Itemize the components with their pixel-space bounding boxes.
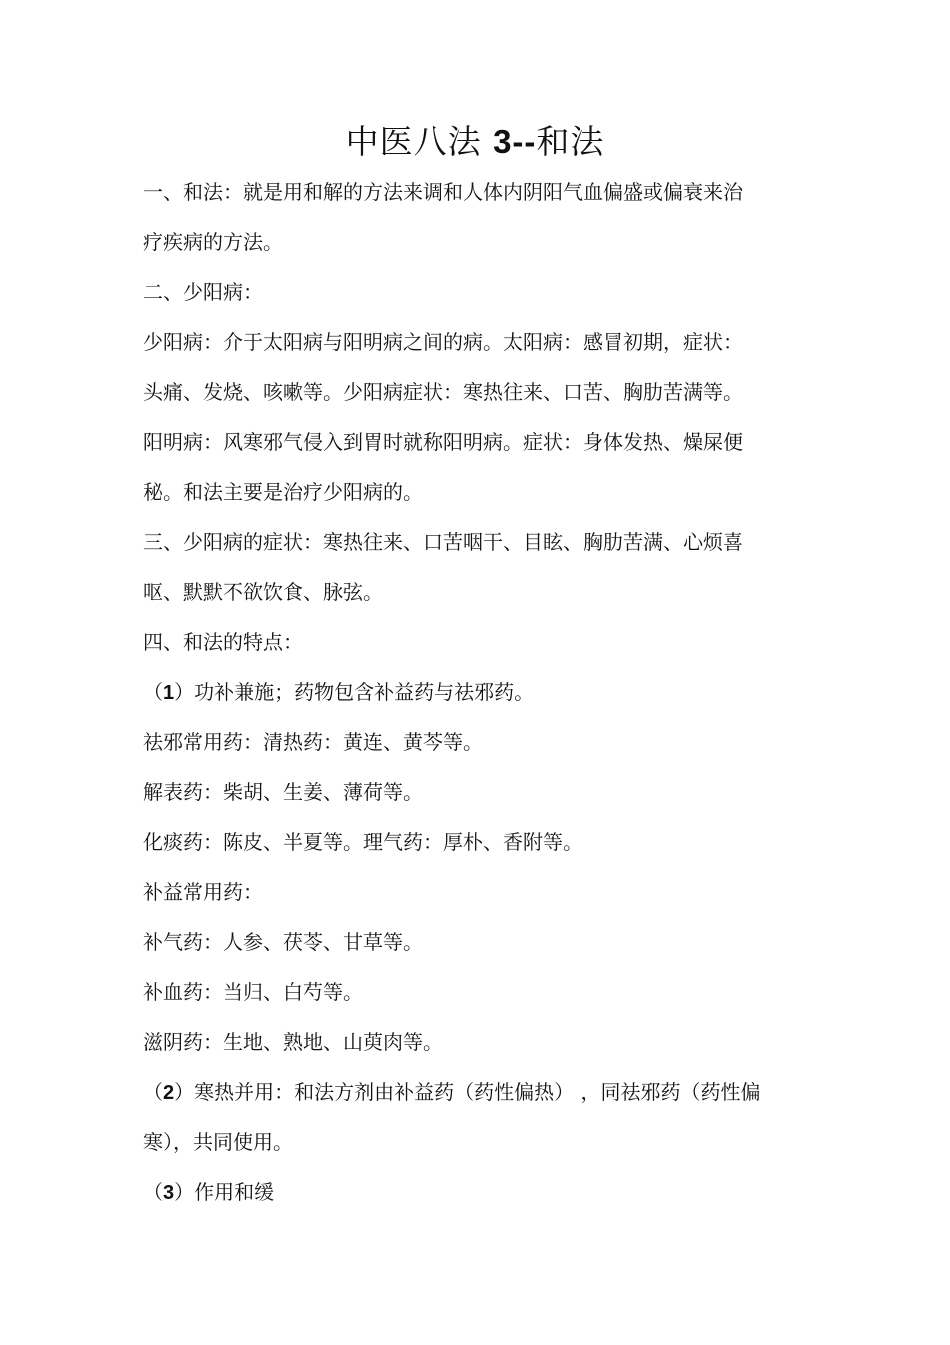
paragraph-line: 阳明病：风寒邪气侵入到胃时就称阳明病。症状：身体发热、燥屎便	[143, 430, 743, 454]
list-item-2	[143, 1077, 813, 1108]
paragraph-line: 补益常用药：	[143, 880, 263, 904]
list-item-3	[143, 1177, 813, 1208]
title-suffix: 和法	[536, 122, 605, 161]
paragraph-line: 滋阴药：生地、熟地、山萸肉等。	[143, 1030, 443, 1054]
section-heading: 四、和法的特点：	[143, 630, 303, 654]
document-title	[0, 118, 950, 166]
paragraph-line: 一、和法：就是用和解的方法来调和人体内阴阳气血偏盛或偏衰来治	[143, 180, 743, 204]
item-text: ）功补兼施；药物包含补益药与祛邪药。	[174, 680, 535, 704]
item-number: 2	[163, 1082, 175, 1104]
paragraph-line: 寒），共同使用。	[143, 1130, 293, 1154]
paragraph-line: 祛邪常用药：清热药：黄连、黄芩等。	[143, 730, 483, 754]
paragraph-line: 疗疾病的方法。	[143, 230, 283, 254]
list-item-1	[143, 677, 813, 708]
paragraph-line: 少阳病：介于太阳病与阳明病之间的病。太阳病：感冒初期，症状：	[143, 330, 743, 354]
paragraph-line: 三、少阳病的症状：寒热往来、口苦咽干、目眩、胸肋苦满、心烦喜	[143, 530, 743, 554]
item-paren: （	[143, 680, 163, 704]
item-number: 1	[163, 682, 175, 704]
title-prefix: 中医八法	[345, 122, 494, 161]
item-paren: （	[143, 1180, 163, 1204]
paragraph-line: 补血药：当归、白芍等。	[143, 980, 363, 1004]
paragraph-line: 解表药：柴胡、生姜、薄荷等。	[143, 780, 423, 804]
paragraph-line: 头痛、发烧、咳嗽等。少阳病症状：寒热往来、口苦、胸肋苦满等。	[143, 380, 743, 404]
item-paren: （	[143, 1080, 163, 1104]
item-number: 3	[163, 1182, 175, 1204]
paragraph-line: 化痰药：陈皮、半夏等。理气药：厚朴、香附等。	[143, 830, 583, 854]
item-text: ）寒热并用：和法方剂由补益药（药性偏热） ，同祛邪药（药性偏	[174, 1080, 761, 1104]
title-number: 3--	[493, 123, 537, 160]
paragraph-line: 呕、默默不欲饮食、脉弦。	[143, 580, 383, 604]
item-text: ）作用和缓	[174, 1180, 275, 1204]
section-heading: 二、少阳病：	[143, 280, 263, 304]
paragraph-line: 秘。和法主要是治疗少阳病的。	[143, 480, 423, 504]
paragraph-line: 补气药：人参、茯苓、甘草等。	[143, 930, 423, 954]
